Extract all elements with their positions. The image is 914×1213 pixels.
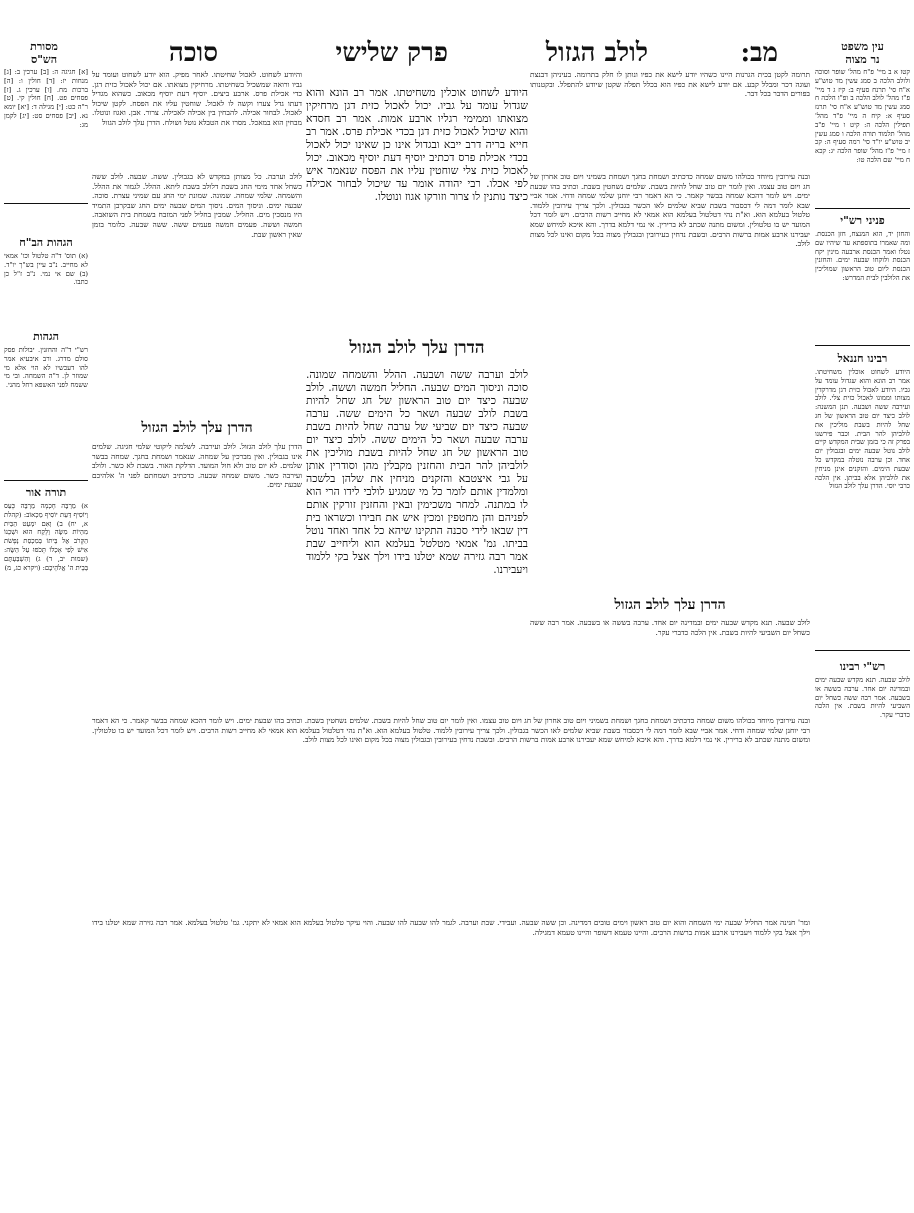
rashi-left-column: לולב וערבה. כל מצותן במקדש לא בגבולין. ששה. שבעה. לולב ששה כשחל אחד מימי החג בשבת דלולב בשבת ליתא. ההלל. לגמור את ההלל. והשמחה. שלמי שמחה. שמונה. שמונת ימי החג עם שמיני עצרת. סוכה. שבעה ימים. וניסוך המים. ניסוך המים שבעה ימים החג שבקרבן התמיד היו מנסכין מים. החליל. שמכין בחליל לפני המזבח בשמחת בית השואבה. חמשה וששה. פעמים חמשה פעמים ששה. ששה שבעה. כלומר בזמן שאין ראשון שבת. [92,172,302,239]
ein-mishpat-title: עין משפט נר מצוה [841,40,884,66]
page-header [88,38,778,68]
hadran-heading-left: הדרן עלך לולב הגזול [141,420,253,436]
bottom-commentary: ומר' חנינה אמר החליל שבעה ימי השמחה והוא יום טוב ראשון וימים טובים דמדינה. וכן ששה שבעה. ועבידי. שבת וערבה. לגמר להו שבעה להו שבעה. והוי עיקר טלטול בעלמא הוא אמאי לא יתקני. גמ' טלטול בעלמא. אמר רבה גזירה שמא יטלנו בידו וילך אצל בקי ללמוד ויעבירנו ארבע אמות ברשות הרבים. והיינו טעמא דשופר והיינו טעמא דמגילה. [92,918,810,937]
hadran-heading: הדרן עלך לולב הגזול [349,338,485,358]
pninei-title: פניני רש"י [840,214,885,227]
rabbeinu2-title: רש"י רבינו [839,660,886,673]
hadran-heading-right: הדרן עלך לולב הגזול [614,597,726,613]
mesoret-title: מסורת הש"ס [30,40,58,66]
pninei-text: והחזן יד, הוא המנצח, חזן הכנסת. ומה שאמרו בתוספתא עד שיהיו שם נטלו ואמר הכנסת ארבעה מינין יקח הכנסת ולוקחו שבעה ימים. והחזנין הכנסת ליום טוב הראשון שמוליכין את הלולבין לבית המדרש: [815,230,910,282]
tosafot-right-column: ובנה עירובין מיוחד בכולהו משום שמחה כדכתיב ושמחת בחגך ושמחת בשמיני ויום טוב אחרון של חג ויום טוב עצמו. ואין לומר יום טוב שחל להיות בשבת. שלמים נשחטין בשבת. וכתיב בהו שבעת ימים. ויש לומר דהכא שמחה בבשר קאמר. כי הא דאמר רבי יוחנן שלמי שמחה ודחי. אמר אביי שבא לומר דמה לי דכסבור בשבת שביא שלמים לאו הכשר בגבולין. ולכך צריך עירובין ללמוד. טלטול בעלמא הוא. וא"ת נהי דטלטול בעלמא הוא אמאי לא מחייב רשות הרבים. ויש לומר דכל המועד יש בו טלטולין. ומשום מתנה שכתב לא ברירין. אי נמי דלמא בדרך. והא איכא למיחש שמא יעבירנו ארבע אמות ברשות הרבים. ובשבת נדחין בעירובין ובגבולין מצוה בכל מקום ואינו לכל מצות לולב. [530,172,810,249]
rabbeinu2-text: לולב שבעה. תנא מקדש שבעה ימים ובמדינה יום אחד. ערבה בששה או בשבעה. אמר רבה ששה כשחל יום השביעי להיות בשבת. אין הלכה כדברי עקר. [815,676,910,720]
divider [815,650,910,651]
torah-ohr-text: א) מַרְבֶּה חָכְמָה מַרְבֶּה כָּעַס וְיוֹסִיף דַּעַת יוֹסִיף מַכְאוֹב: (קהלת א, יח) ב) וְאִם יִמְעַט הַבַּיִת מִהְיוֹת מִשֶּׂה וְלָקַח הוּא וּשְׁכֵנוֹ הַקָּרֹב אֶל בֵּיתוֹ בְּמִכְסַת נְפָשֹׁת אִישׁ לְפִי אָכְלוֹ תָּכֹסּוּ עַל הַשֶּׂה: (שמות יב, ד) ג) וְהִשְׁבַּעְתֶּם בְּבֵית ה' אֱלֹהֵיכֶם: (ויקרא כג, מ) [4,502,88,572]
tosafot-top-right: תרומה לקטן בכית הגרנות היינו כשהיו יודע לישא את כפיו ונותן לו חלק בתרומה. בעיניהן דבנצת ועוגה דכר ומבלל קבע. אם יודע לישא את כפיו הוא בכלל תפלה שקטן שיודע להתפלל. ובקטנותו בפורים הדבר בכל דבר. [530,70,810,99]
haggahot-title: הגהות הב"ח [19,236,73,249]
torah-ohr-title: תורה אור [25,486,67,499]
divider [815,345,910,346]
perek-number: פרק שלישי [335,38,448,68]
haggahot2-title: הגהות [33,330,59,343]
rabbeinu-text: היודע לשחוט אוכלין משחיטתו. אמר רב הונא והוא שגדול עומד על גביו. היודע לאכול כזית דגן מדרקדין מצותו וממונו לאכול כזית צלי. לולב ועירבה ששה ושבעה. תנן המשנה: לולב כיצד יום טוב הראשון של חג שחל להיות בשבת מוליכין את לולביהן להר הבית. וכבר פירשנו בפרק זה כי בזמן שבית המקדש קיים לולב נוטל שבעה ימים ובגבולין יום אחד. וכן ערבה נוטלה במקדש כל שבעת הימים. והזקנים אינן מניחין את לולביהן אלא בביתן. אין הלכה כרבי יוסי. הדרן עלך לולב הגזול [815,368,910,491]
tosafot-bottom: ובנה עירובין מיוחד בכולהו משום שמחה כדכתיב ושמחת בחגך ושמחת בשמיני ויום טוב אחרון של חג ויום טוב עצמו. ואין לומר יום טוב שחל להיות בשבת. שלמים נשחטין בשבת. וכתיב בהו שבעת ימים. ויש לומר דהכא שמחה בבשר קאמר. כי הא דאמר רבי יוחנן שלמי שמחה ודחי. אמר אביי שבא לומר דמה לי דכסבור בשבת שביא שלמים לאו הכשר בגבולין. ולכך צריך עירובין ללמוד. טלטול בעלמא הוא. וא"ת נהי דטלטול בעלמא הוא אמאי לא מחייב רשות הרבים. ויש לומר דכל המועד יש בו טלטולין. ומשום מתנה שכתב לא ברירין. אי נמי דלמא בדרך. והא איכא למיחש שמא יעבירנו ארבע אמות ברשות הרבים. ובשבת נדחין בעירובין ובגבולין מצוה בכל מקום ואינו לכל מצות לולב. [92,716,810,745]
daf-number: מב: [740,38,778,68]
divider [4,203,88,204]
ein-mishpat-text: קטז א ב מיי' פ"ח מהל' שופר וסוכה ולולב הלכה ב סמג עשין מד טוש"ע א"ח סי' תרנח סעיף ב: קיז ג ד מיי' פ"ז מהל' לולב הלכה ב ופ"ו הלכה ח סמג עשין מד טוש"ע א"ח סי' תרנז סעיף א: קיח ה מיי' פ"ד מהל' תפילין הלכה ה: קיט ו מיי' פ"ב מהל' תלמוד תורה הלכה ו סמג עשין יב טוש"ע יו"ד סי' רמה סעיף ה: קכ ז מיי' פ"ז מהל' שופר הלכה יג: קכא ח מיי' שם הלכה טו: [815,68,910,164]
haggahot-text: (א) תוס' ד"ה טלטול וכו' אמאי לא מחייב. נ"ב עיין בש"ך יו"ד. (ב) שם אי נמי. נ"ב ז"ל כן כתבו. [4,252,88,287]
rashi-right-continuation: לולב שבעה. תנא מקדש שבעה ימים ובמדינה יום אחד. ערבה בששה או בשבעה. אמר רבה ששה כשחל יום השביעי להיות בשבת. אין הלכה כדברי עקר. [530,618,810,637]
tractate-name: סוכה [168,38,218,68]
rabbeinu-title: רבינו חננאל [837,352,888,365]
divider [815,208,910,209]
rashi-top-left: והיודע לשחוט. לאכול שחיטתו. לאחר מפיק. הוא יודע לשחוט ועומד על גביו ורואה שמשכיל בשחיטתו. מרחיקין מצואתו. אם יכול לאכול כזית דגן. כדי אכילת פרס. ארבע ביצים. יוסיף דעת יוסיף מכאוב. כשהוא מגדיל דעתו גדל צערו וקשה לו לאכול. שוחטין עליו את הפסח. לקטן שיכול לאכול. לבחור אכילה. להבחין בין אכילה לאכילה. צרור. אבן. ואגוז ונוטלו. מבחין הוא במאכל. מסרו את הטבלא נוטל ושולח. הדרן עלך לולב הגזול [92,70,302,127]
gemara-main: היודע לשחוט אוכלין משחיטתו. אמר רב הונא והוא שגדול עומד על גביו. יכול לאכול כזית דגן מרחיקין מצואתו וממימי רגליו ארבע אמות. אמר רב חסדא והוא שיכול לאכול כזית דגן בכדי אכילת פרס. אמר רב חייא בריה דרב ייבא ובגדול אינו כן שאינו יכול לאכול בכדי אכילת פרס דכתיב יוסיף דעת יוסיף מכאוב. יכול לאכול כזית צלי שוחטין עליו את הפסח שנאמר איש לפי אכלו. רבי יהודה אומר עד שיכול לבחור אכילה כיצד נותנין לו צרור וזורקו אגוז ונוטלו. [306,86,528,203]
rashi-left-bottom: הדרן עלך לולב הגזול. לולב ועירבה. לשלמה ליקוטי שלמי חגיגה. שלמים אינו בגבולין. ואין מברכין על שמחה. שנאמר ושמחת בחגך. שמחה בבשר שלמים. לא יום טוב ולא חול המועד. הדלקת האור. בשבת לא כשר. ולולב ועירבה כשר. משום שמחה שבעה. כדכתיב ושמחתם לפני ה' אלהיכם שבעת ימים. [92,442,302,490]
mesoret-text: [א] חגיגה ה: [ב] ערכין ב: [ג] מנחות יז: [ד] חולין ו: [ה] ברכות מח. [ו] ערכין ג. [ז] פסחים פט. [ח] חולין קי. [ט] ר"ה כט: [י] מגילה ד: [יא] יומא נא. [יב] פסחים סט: [יג] לקמן מג: [4,68,88,129]
perek-title: לולב הגזול [545,38,648,68]
mishna-text: לולב וערבה ששה ושבעה. ההלל והשמחה שמונה. סוכה וניסוך המים שבעה. החליל חמשה וששה. לולב שבעה כיצד יום טוב הראשון של חג שחל להיות בשבת לולב שבעה ושאר כל הימים ששה. ערבה שבעה כיצד יום שביעי של ערבה שחל להיות בשבת ערבה שבעה ושאר כל הימים ששה. לולב כיצד יום טוב הראשון של חג שחל להיות בשבת מוליכין את לולביהן להר הבית והחזנין מקבלין מהן וסודרין אותן על גבי איצטבא והזקנים מניחין את שלהן בלשכה ומלמדין אותם לומר כל מי שמגיע לולבי לידו הרי הוא לו במתנה. למחר משכימין ובאין והחזנין זורקין אותם לפניהם והן מחטפין ומכין איש את חבירו וכשראו בית דין שבאו לידי סכנה התקינו שיהא כל אחד ואחד נוטל בביתו. גמ' אמאי מטלטל בעלמא הוא וליחייב שבת אמר רבה גזירה שמא יטלנו בידו וילך אצל בקי ללמוד ויעבירנו. [306,368,528,576]
divider [4,480,88,481]
haggahot2-text: רש"י ד"ה והחזנין. יבולות פסק סולם מדרג. ורב איבעיא אמר להו דעכשיו לא הוי אלא מי שמוזר לן. ד"ה השמחה. ובי מי ששמח לפני האשפא רחל מהני. [4,346,88,390]
